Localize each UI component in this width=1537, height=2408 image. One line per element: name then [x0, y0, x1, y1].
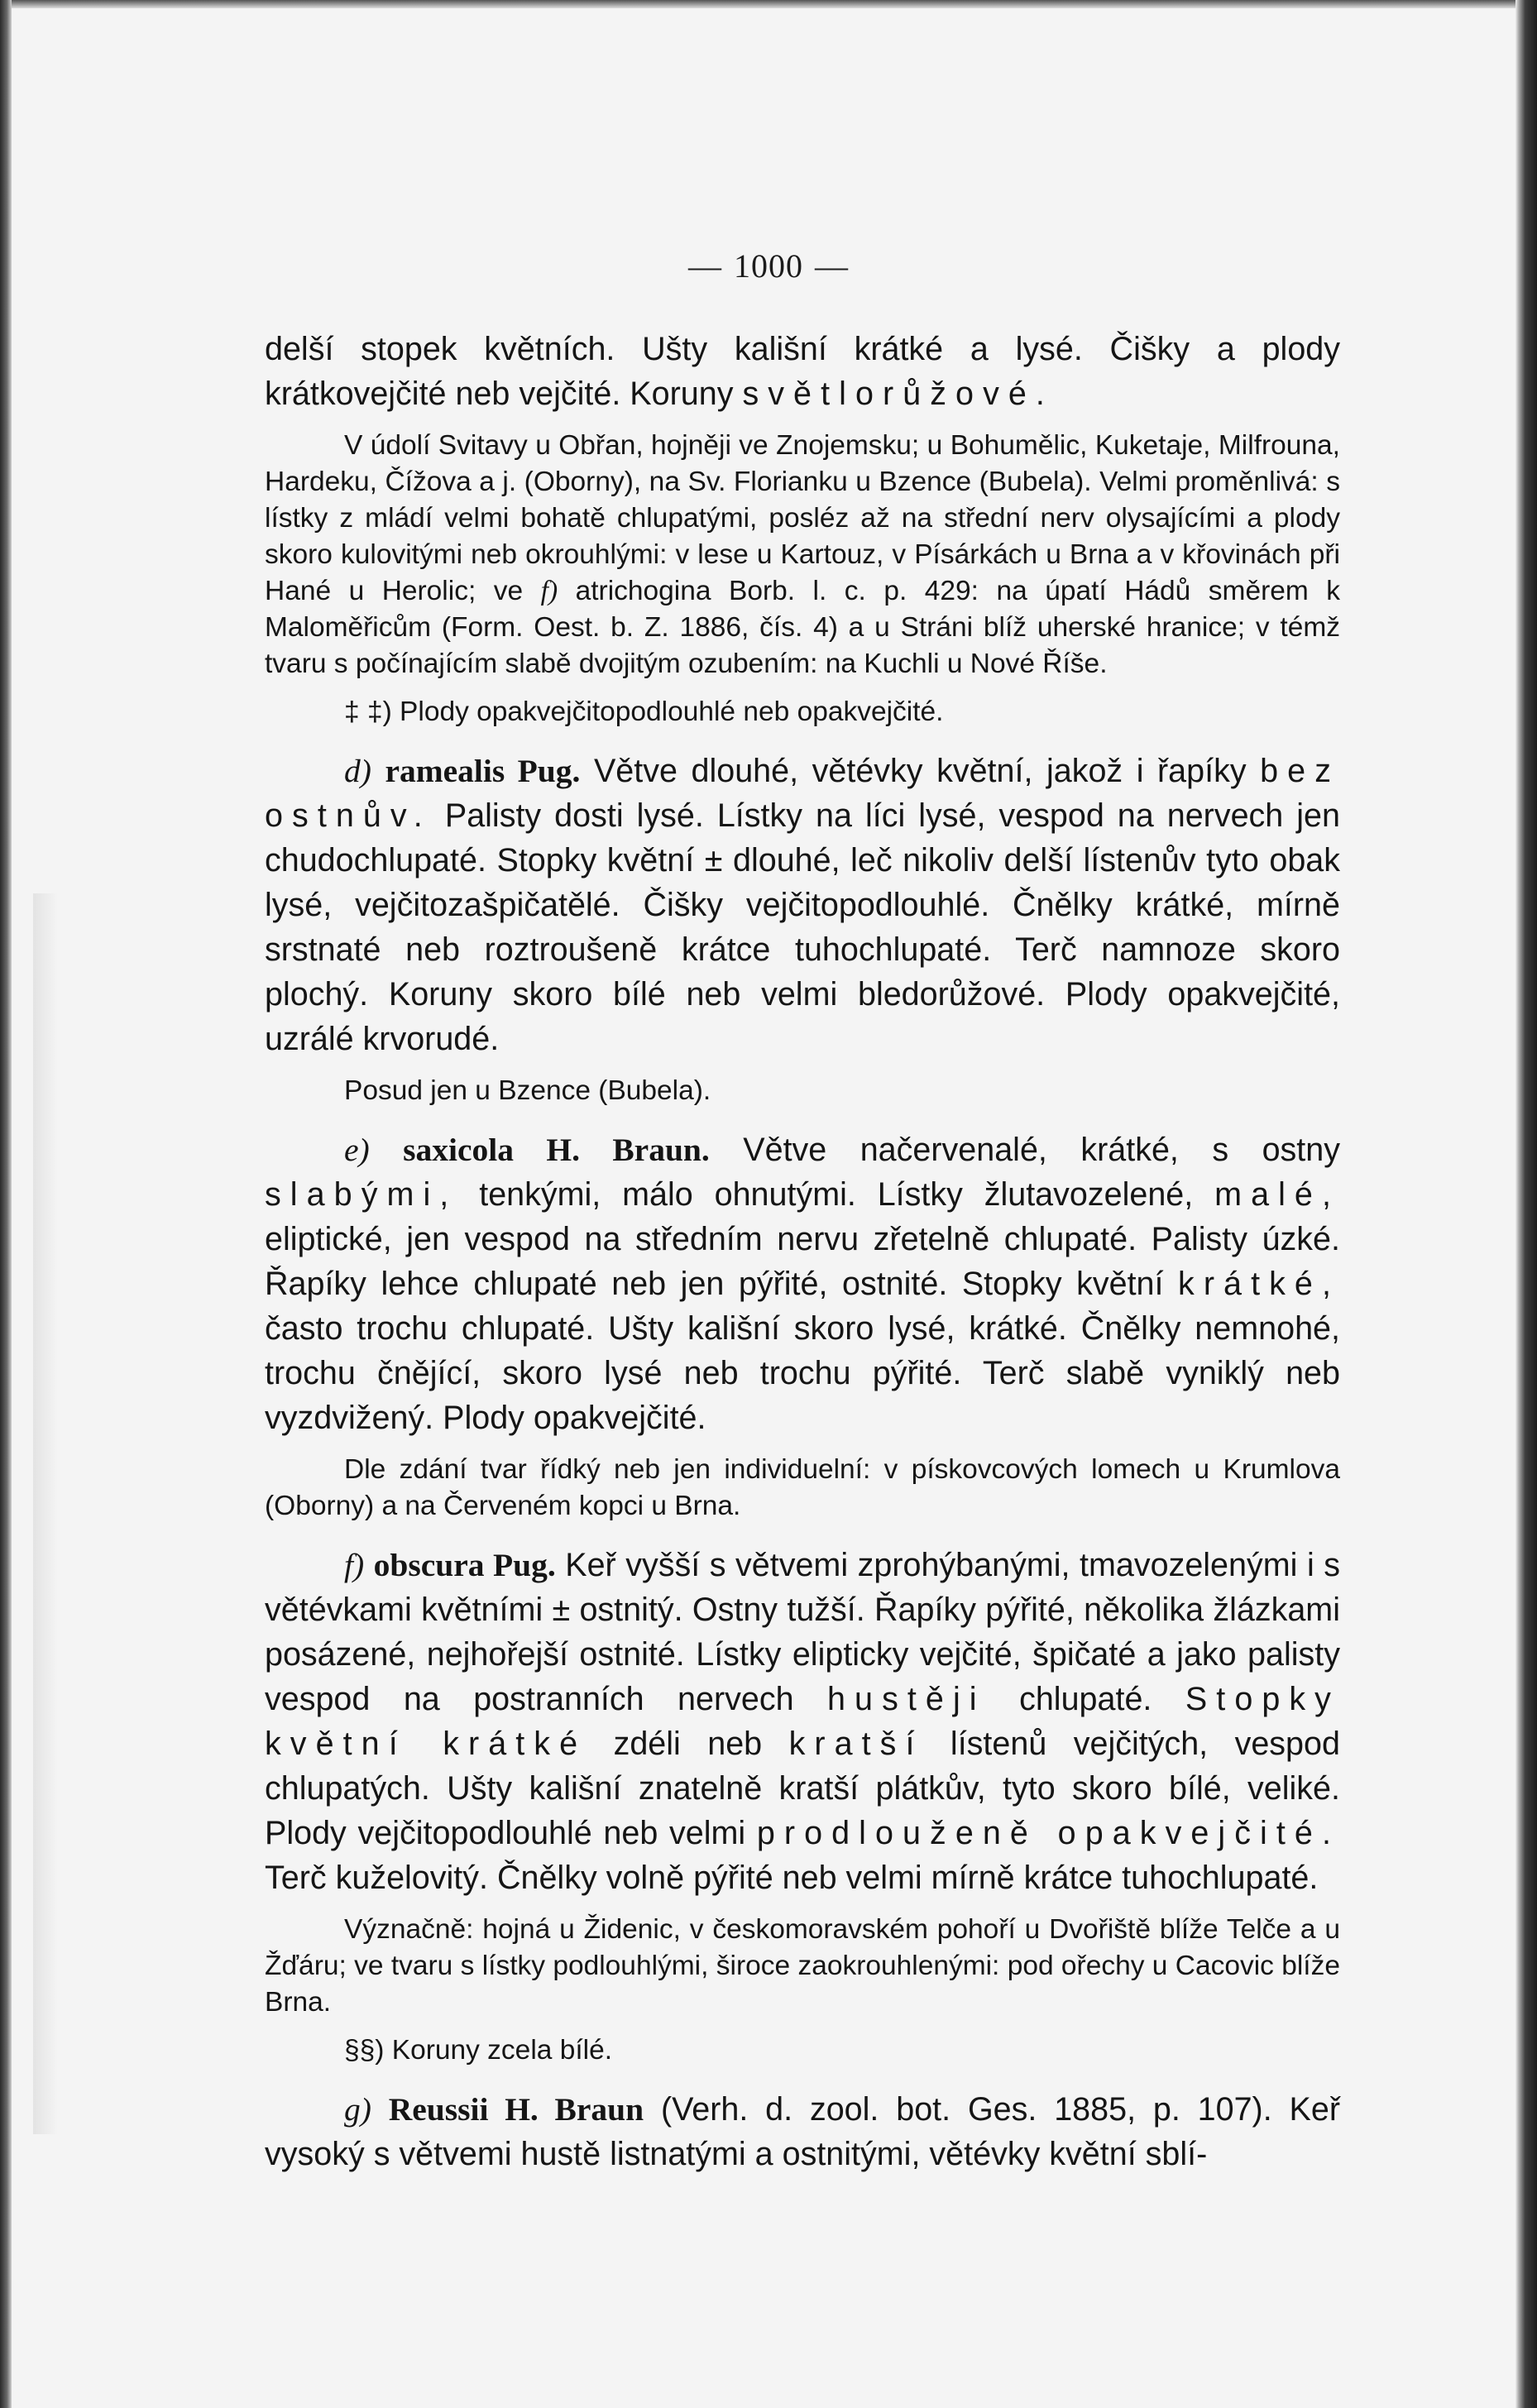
- double-dagger-mark: ‡ ‡): [344, 697, 392, 727]
- variety-f-text-1: Keř vyšší s větvemi zprohýbanými, tmavozelenými i s větévkami květními: [265, 1547, 1341, 1628]
- variety-e-text-4: často trochu chlupaté. Ušty kališní skoro lysé, krátké. Čnělky nemnohé, trochu čnějící, skoro lysé neb trochu pýřité. Terč slabě vyniklý neb vyzdvižený. Plody opakvejčité.: [265, 1310, 1340, 1436]
- variety-e-name: saxicola H. Braun.: [403, 1132, 710, 1168]
- variety-e-locality-text: Dle zdání tvar řídký neb jen individuelní: v pískovcových lomech u Krumlova (Oborny) a na Červeném kopci u Brna.: [265, 1454, 1340, 1521]
- variety-f-locality: [265, 1912, 1340, 2021]
- continued-spaced-text: světlorůžové.: [742, 376, 1054, 412]
- page-number-value: 1000: [734, 247, 803, 285]
- page-number: [0, 247, 1537, 285]
- fruit-note-text: Plody opakvejčitopodlouhlé neb opakvejčité.: [400, 697, 944, 727]
- variety-d-text-1: Větve dlouhé, větévky květní, jakož i řapíky: [593, 753, 1247, 789]
- fruit-note: [265, 694, 1340, 730]
- variety-g: [265, 2087, 1340, 2176]
- variety-e-spaced-1: slabými,: [265, 1176, 458, 1213]
- section-mark: §§): [344, 2035, 385, 2066]
- variety-e-spaced-2: malé,: [1214, 1176, 1340, 1213]
- variety-d-spaced: bez ostnův.: [265, 753, 1341, 834]
- scan-smudge: [33, 893, 58, 2134]
- variety-d-locality: [265, 1073, 1340, 1109]
- plus-minus-sign: ±: [552, 1592, 571, 1628]
- locality-text-2: atrichogina Borb. l. c. p. 429: na úpatí Hádů směrem k Maloměřicům (Form. Oest. b. Z. 1886, čís. 4) a u Stráni blíž uherské hranice; v témž tvaru s počínajícím slabě dvojitým ozubením: na Kuchli u Nové Říše.: [265, 576, 1341, 679]
- variety-f-text-6: Terč kuželovitý. Čnělky volně pýřité neb velmi mírně krátce tuhochlupaté.: [265, 1860, 1319, 1896]
- variety-d-name: ramealis Pug.: [385, 753, 581, 789]
- variety-f-spaced-3: kratší: [788, 1726, 924, 1762]
- variety-g-text: (Verh. d. zool. bot. Ges. 1885, p. 107). Keř vysoký s větvemi hustě listnatými a ostnitými, větévky květní sblí-: [265, 2091, 1340, 2172]
- variety-d: [265, 749, 1340, 1061]
- variety-d-text-2: Palisty dosti lysé. Lístky na líci lysé, vespod na nervech jen chudochlupaté. Stopky květní: [265, 797, 1340, 878]
- variety-e-text-2: tenkými, málo ohnutými. Lístky žlutavozelené,: [479, 1176, 1194, 1213]
- variety-f-text-4: zdéli neb: [613, 1726, 763, 1762]
- continued-text: delší stopek květních. Ušty kališní krátké a lysé. Čišky a plody krátkovejčité neb vejčité. Koruny: [265, 331, 1340, 412]
- variety-f-letter: f): [344, 1547, 365, 1583]
- page-number-dash-left: —: [688, 247, 722, 285]
- variety-e-text-3: eliptické, jen vespod na středním nervu zřetelně chlupaté. Palisty úzké. Řapíky lehce chlupaté neb jen pýřité, ostnité. Stopky květní: [265, 1221, 1340, 1302]
- locality-paragraph-1: [265, 428, 1340, 682]
- variety-e-text-1: Větve načervenalé, krátké, s ostny: [743, 1132, 1340, 1168]
- variety-f-text-2: ostnitý. Ostny tužší. Řapíky pýřité, několika žlázkami posázené, nejhořejší ostnité. Lístky elipticky vejčité, špičaté a jako palisty vespod na postranních nervech: [265, 1592, 1340, 1717]
- variety-f: [265, 1543, 1340, 1900]
- page-left-edge: [0, 0, 12, 2408]
- variety-e-spaced-3: krátké,: [1178, 1266, 1340, 1302]
- variety-g-letter: g): [344, 2091, 371, 2128]
- variety-letter-f-inline: f): [540, 576, 558, 606]
- page-right-edge: [1515, 0, 1537, 2408]
- page-number-dash-right: —: [815, 247, 849, 285]
- variety-f-locality-text: Význačně: hojná u Židenic, v českomoravském pohoří u Dvořiště blíže Telče a u Žďáru; ve tvaru s lístky podlouhlými, široce zaokrouhlenými: pod ořechy u Cacovic blíže Brna.: [265, 1914, 1340, 2018]
- variety-d-locality-text: Posud jen u Bzence (Bubela).: [344, 1075, 711, 1106]
- variety-e: [265, 1127, 1340, 1440]
- corolla-note-text: Koruny zcela bílé.: [391, 2035, 613, 2066]
- variety-f-spaced-2: Stopky květní krátké: [265, 1681, 1340, 1762]
- corolla-note: [265, 2032, 1340, 2069]
- variety-e-letter: e): [344, 1132, 370, 1168]
- variety-d-letter: d): [344, 753, 371, 789]
- variety-f-text-3: chlupaté.: [1019, 1681, 1152, 1717]
- plus-minus-sign: ±: [704, 842, 723, 878]
- body-text: [265, 327, 1340, 2176]
- variety-g-name: Reussii H. Braun: [388, 2091, 644, 2128]
- variety-f-text-5: lístenů vejčitých, vespod chlupatých. Ušty kališní znatelně kratší plátkův, tyto skoro bílé, veliké. Plody vejčitopodlouhlé neb velmi: [265, 1726, 1340, 1851]
- variety-d-text-3: dlouhé, leč nikoliv delší lístenův tyto obak lysé, vejčitozašpičatělé. Čišky vejčitopodlouhlé. Čnělky krátké, mírně srstnaté neb roztroušeně krátce tuhochlupaté. Terč namnoze skoro plochý. Koruny skoro bílé neb velmi bledorůžové. Plody opakvejčité, uzrálé krvorudé.: [265, 842, 1341, 1057]
- variety-f-spaced-4: prodlouženě opakvejčité.: [756, 1815, 1340, 1851]
- variety-f-spaced-1: hustěji: [827, 1681, 986, 1717]
- locality-text-1: V údolí Svitavy u Obřan, hojněji ve Znojemsku; u Bohumělic, Kuketaje, Milfrouna, Hardeku, Čížova a j. (Oborny), na Sv. Florianku u Bzence (Bubela). Velmi proměnlivá: s lístky z mládí velmi bohatě chlupatými, posléz až na střední nerv olysajícími a plody skoro kulovitými neb okrouhlými: v lese u Kartouz, v Písárkách u Brna a v křovinách při Hané u Herolic; ve: [265, 430, 1340, 606]
- paragraph-continued: [265, 327, 1340, 416]
- variety-f-name: obscura Pug.: [373, 1547, 556, 1583]
- variety-e-locality: [265, 1452, 1340, 1525]
- page-top-edge: [0, 0, 1537, 8]
